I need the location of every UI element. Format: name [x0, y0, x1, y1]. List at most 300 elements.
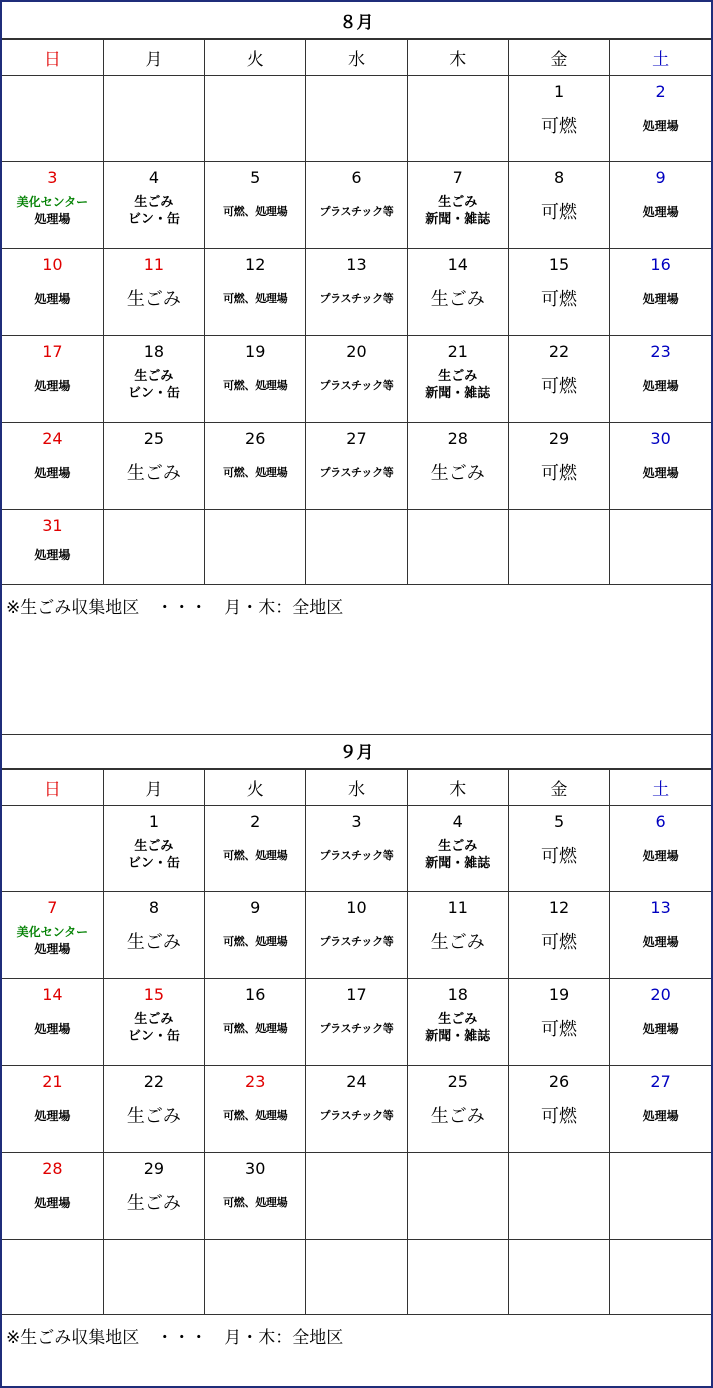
collection-label: [2, 447, 103, 497]
day-cell: [610, 892, 711, 979]
collection-type: 可燃、処理場: [223, 1022, 288, 1035]
collection-label: [509, 916, 609, 966]
day-number: 8: [553, 168, 565, 187]
day-number: 28: [447, 429, 468, 448]
day-cell: [2, 1153, 103, 1240]
day-number: 4: [452, 812, 463, 831]
collection-type: 可燃、処理場: [223, 1196, 288, 1209]
collection-label: [104, 1090, 204, 1140]
day-cell: [610, 806, 711, 892]
collection-label: [2, 916, 103, 966]
week-row: [2, 979, 711, 1066]
collection-type: プラスチック等: [319, 466, 394, 479]
collection-label: [509, 360, 609, 410]
collection-type: ビン・缶: [127, 212, 180, 227]
collection-type: 処理場: [642, 204, 679, 219]
collection-type: 処理場: [642, 118, 679, 133]
day-cell: [610, 423, 711, 510]
day-cell: [610, 336, 711, 423]
day-cell: [2, 336, 103, 423]
collection-type: 可燃、処理場: [223, 466, 288, 479]
day-number: 2: [250, 812, 261, 831]
week-row: [2, 892, 711, 979]
day-cell: [508, 162, 609, 249]
collection-type: 可燃: [541, 202, 578, 223]
day-cell: [407, 1066, 508, 1153]
day-cell: [306, 892, 407, 979]
day-number: 19: [245, 342, 266, 361]
day-number: 30: [650, 429, 671, 448]
day-cell: [205, 1153, 306, 1240]
collection-type: 可燃: [541, 116, 578, 137]
day-cell: [306, 162, 407, 249]
day-number: 13: [346, 255, 367, 274]
weekday-header: 月: [103, 40, 204, 76]
collection-type: 生ごみ: [126, 1106, 181, 1127]
collection-type: 新聞・雑誌: [425, 212, 491, 227]
weekday-header: 火: [205, 770, 306, 806]
collection-type: 生ごみ: [438, 1012, 478, 1027]
collection-type: 生ごみ: [430, 932, 485, 953]
day-cell: [508, 1240, 609, 1315]
collection-type: 処理場: [34, 547, 71, 562]
collection-label: [306, 916, 406, 966]
day-number: 27: [650, 1072, 671, 1091]
day-cell: [2, 510, 103, 585]
day-number: 25: [447, 1072, 468, 1091]
collection-type: 処理場: [642, 934, 679, 949]
collection-label: [610, 916, 711, 966]
collection-label: [205, 447, 305, 497]
day-cell: [205, 423, 306, 510]
week-row: [2, 162, 711, 249]
collection-type: 処理場: [34, 378, 71, 393]
collection-type: プラスチック等: [319, 292, 394, 305]
week-row: [2, 1153, 711, 1240]
collection-label: [509, 100, 609, 150]
weekday-header: 金: [508, 770, 609, 806]
collection-type: 生ごみ: [134, 839, 174, 854]
day-number: 14: [447, 255, 468, 274]
day-cell: [306, 249, 407, 336]
day-number: 29: [548, 429, 570, 448]
weekday-header: 水: [306, 770, 407, 806]
day-number: 18: [143, 342, 165, 361]
day-cell: [103, 510, 204, 585]
collection-type: 処理場: [34, 291, 71, 306]
day-number: 16: [245, 985, 266, 1004]
day-cell: [103, 1240, 204, 1315]
collection-type: ビン・缶: [127, 1029, 180, 1044]
day-cell: [508, 423, 609, 510]
collection-label: [610, 830, 711, 880]
day-number: 6: [351, 168, 362, 187]
collection-label: [306, 1090, 406, 1140]
day-cell: [205, 1240, 306, 1315]
collection-label: [2, 534, 103, 574]
collection-type: 生ごみ: [438, 839, 478, 854]
day-cell: [306, 1240, 407, 1315]
collection-type: 可燃、処理場: [223, 292, 288, 305]
collection-label: [2, 186, 103, 236]
day-cell: [2, 423, 103, 510]
collection-label: [2, 1090, 103, 1140]
collection-label: [408, 273, 508, 323]
day-cell: [407, 510, 508, 585]
day-cell: [205, 510, 306, 585]
day-cell: [306, 979, 407, 1066]
day-cell: [407, 979, 508, 1066]
day-number: 3: [351, 812, 362, 831]
day-number: 26: [548, 1072, 570, 1091]
collection-label: [205, 1177, 305, 1227]
collection-type: 可燃、処理場: [223, 935, 288, 948]
collection-type: 可燃、処理場: [223, 379, 288, 392]
collection-label: [408, 1003, 508, 1053]
day-cell: [2, 1066, 103, 1153]
collection-label: [610, 447, 711, 497]
collection-type: 生ごみ: [430, 1106, 485, 1127]
day-number: 17: [346, 985, 367, 1004]
day-cell: [508, 76, 609, 162]
day-number: 9: [655, 168, 666, 187]
collection-type: 処理場: [642, 848, 679, 863]
day-number: 23: [650, 342, 671, 361]
collection-label: [306, 360, 406, 410]
day-number: 18: [447, 985, 468, 1004]
collection-type: 処理場: [642, 465, 679, 480]
collection-label: [104, 830, 204, 880]
day-number: 27: [346, 429, 367, 448]
collection-type: 処理場: [642, 1021, 679, 1036]
day-cell: [610, 162, 711, 249]
day-cell: [306, 1066, 407, 1153]
collection-type: 可燃、処理場: [223, 849, 288, 862]
day-number: 22: [143, 1072, 165, 1091]
collection-label: [2, 360, 103, 410]
weekday-header: 木: [407, 40, 508, 76]
collection-label: [205, 1003, 305, 1053]
day-number: 17: [42, 342, 63, 361]
day-cell: [306, 336, 407, 423]
day-number: 3: [47, 168, 58, 187]
month-august: [2, 2, 711, 735]
collection-type: プラスチック等: [319, 1109, 394, 1122]
collection-label: [610, 273, 711, 323]
weekday-header: 火: [205, 40, 306, 76]
collection-label: [408, 830, 508, 880]
collection-type: 美化センター: [16, 195, 89, 209]
collection-label: [104, 186, 204, 236]
month-september: [2, 732, 711, 1387]
day-cell: [306, 1153, 407, 1240]
collection-type: 生ごみ: [134, 369, 174, 384]
day-cell: [508, 249, 609, 336]
day-number: 30: [245, 1159, 266, 1178]
day-cell: [2, 1240, 103, 1315]
day-cell: [103, 1066, 204, 1153]
collection-type: 可燃: [541, 846, 578, 867]
collection-label: [408, 447, 508, 497]
month-title: ８月: [2, 2, 711, 39]
calendar-grid: [2, 39, 711, 585]
collection-type: 生ごみ: [126, 932, 181, 953]
collection-label: [509, 1090, 609, 1140]
collection-type: 可燃: [541, 463, 578, 484]
collection-type: 可燃: [541, 932, 578, 953]
day-number: 16: [650, 255, 671, 274]
week-row: [2, 1240, 711, 1315]
collection-type: ビン・缶: [127, 386, 180, 401]
day-cell: [205, 162, 306, 249]
day-cell: [103, 162, 204, 249]
collection-label: [205, 1090, 305, 1140]
collection-type: 生ごみ: [126, 463, 181, 484]
collection-label: [610, 360, 711, 410]
month-title: ９月: [2, 732, 711, 769]
day-number: 10: [42, 255, 63, 274]
day-cell: [205, 892, 306, 979]
weekday-header: 日: [2, 40, 103, 76]
day-cell: [205, 336, 306, 423]
collection-label: [408, 1090, 508, 1140]
day-cell: [2, 249, 103, 336]
day-cell: [103, 979, 204, 1066]
day-cell: [508, 1066, 609, 1153]
collection-type: プラスチック等: [319, 379, 394, 392]
day-cell: [508, 806, 609, 892]
collection-type: 処理場: [34, 1195, 71, 1210]
day-cell: [407, 892, 508, 979]
day-cell: [205, 1066, 306, 1153]
day-number: 13: [650, 898, 671, 917]
collection-label: [306, 447, 406, 497]
day-cell: [306, 510, 407, 585]
collection-label: [2, 1177, 103, 1227]
collection-type: 生ごみ: [438, 369, 478, 384]
day-number: 5: [553, 812, 565, 831]
day-cell: [103, 1153, 204, 1240]
collection-note: ※生ごみ収集地区 ・・・ 月・木：全地区: [2, 585, 711, 735]
collection-label: [306, 186, 406, 236]
collection-label: [2, 1003, 103, 1053]
collection-type: 生ごみ: [126, 1193, 181, 1214]
weekday-header: 水: [306, 40, 407, 76]
day-number: 20: [346, 342, 367, 361]
collection-type: 生ごみ: [134, 1012, 174, 1027]
day-number: 7: [47, 898, 58, 917]
day-number: 5: [250, 168, 261, 187]
day-number: 12: [245, 255, 266, 274]
day-number: 21: [42, 1072, 63, 1091]
day-cell: [205, 76, 306, 162]
weekday-header: 月: [103, 770, 204, 806]
collection-type: 生ごみ: [126, 289, 181, 310]
weekday-header: 土: [610, 770, 711, 806]
collection-label: [205, 186, 305, 236]
day-cell: [610, 1153, 711, 1240]
week-row: [2, 1066, 711, 1153]
collection-type: プラスチック等: [319, 1022, 394, 1035]
day-number: 6: [655, 812, 666, 831]
day-number: 12: [548, 898, 570, 917]
collection-type: 生ごみ: [430, 289, 485, 310]
collection-label: [306, 273, 406, 323]
day-cell: [407, 806, 508, 892]
day-cell: [407, 162, 508, 249]
day-cell: [508, 336, 609, 423]
collection-label: [610, 1090, 711, 1140]
week-row: [2, 510, 711, 585]
collection-label: [610, 100, 711, 150]
collection-label: [610, 1003, 711, 1053]
collection-type: 新聞・雑誌: [425, 386, 491, 401]
day-cell: [205, 249, 306, 336]
calendar-grid: [2, 769, 711, 1315]
collection-type: 処理場: [34, 1108, 71, 1123]
day-cell: [610, 979, 711, 1066]
day-cell: [2, 806, 103, 892]
day-number: 29: [143, 1159, 165, 1178]
collection-type: 処理場: [34, 465, 71, 480]
day-cell: [306, 423, 407, 510]
day-cell: [2, 979, 103, 1066]
day-number: 31: [42, 516, 63, 535]
collection-label: [205, 916, 305, 966]
collection-type: 新聞・雑誌: [425, 1029, 491, 1044]
collection-type: 可燃、処理場: [223, 1109, 288, 1122]
collection-type: 処理場: [34, 1021, 71, 1036]
week-row: [2, 806, 711, 892]
day-number: 25: [143, 429, 165, 448]
day-number: 21: [447, 342, 468, 361]
collection-type: 処理場: [642, 378, 679, 393]
collection-label: [104, 1177, 204, 1227]
day-number: 15: [548, 255, 570, 274]
collection-type: 可燃、処理場: [223, 205, 288, 218]
day-cell: [103, 336, 204, 423]
day-cell: [306, 76, 407, 162]
collection-label: [509, 447, 609, 497]
day-cell: [508, 979, 609, 1066]
collection-type: 処理場: [34, 212, 71, 226]
collection-label: [205, 360, 305, 410]
day-number: 2: [655, 82, 666, 101]
collection-label: [104, 360, 204, 410]
day-cell: [407, 1240, 508, 1315]
day-cell: [610, 1066, 711, 1153]
day-number: 14: [42, 985, 63, 1004]
collection-label: [104, 916, 204, 966]
collection-type: 可燃: [541, 376, 578, 397]
week-row: [2, 249, 711, 336]
collection-label: [2, 273, 103, 323]
day-cell: [407, 1153, 508, 1240]
day-cell: [2, 892, 103, 979]
collection-label: [205, 273, 305, 323]
collection-label: [306, 830, 406, 880]
day-cell: [103, 249, 204, 336]
collection-type: 生ごみ: [430, 463, 485, 484]
weekday-header: 木: [407, 770, 508, 806]
day-cell: [103, 892, 204, 979]
collection-type: 可燃: [541, 1106, 578, 1127]
day-cell: [508, 892, 609, 979]
collection-label: [104, 273, 204, 323]
collection-type: 可燃: [541, 289, 578, 310]
day-number: 1: [553, 82, 565, 101]
day-number: 19: [548, 985, 570, 1004]
day-number: 22: [548, 342, 570, 361]
day-number: 4: [148, 168, 160, 187]
day-cell: [407, 336, 508, 423]
day-cell: [610, 1240, 711, 1315]
day-cell: [103, 423, 204, 510]
day-number: 15: [143, 985, 165, 1004]
collection-label: [306, 1003, 406, 1053]
collection-label: [408, 186, 508, 236]
day-number: 24: [346, 1072, 367, 1091]
day-cell: [610, 249, 711, 336]
day-number: 28: [42, 1159, 63, 1178]
collection-type: 処理場: [642, 291, 679, 306]
collection-note: ※生ごみ収集地区 ・・・ 月・木：全地区: [6, 1328, 344, 1348]
day-cell: [508, 1153, 609, 1240]
collection-label: [205, 830, 305, 880]
collection-label: [104, 447, 204, 497]
day-cell: [610, 76, 711, 162]
day-cell: [407, 423, 508, 510]
day-cell: [103, 806, 204, 892]
collection-label: [408, 360, 508, 410]
week-row: [2, 423, 711, 510]
day-number: 26: [245, 429, 266, 448]
week-row: [2, 336, 711, 423]
collection-label: [408, 916, 508, 966]
day-number: 11: [143, 255, 165, 274]
weekday-header: 土: [610, 40, 711, 76]
weekday-header-row: [2, 40, 711, 76]
collection-type: 美化センター: [16, 925, 89, 939]
collection-type: プラスチック等: [319, 205, 394, 218]
collection-label: [610, 186, 711, 236]
weekday-header-row: [2, 770, 711, 806]
day-cell: [205, 979, 306, 1066]
collection-label: [104, 1003, 204, 1053]
weekday-header: 日: [2, 770, 103, 806]
day-cell: [2, 76, 103, 162]
day-cell: [407, 76, 508, 162]
day-number: 11: [447, 898, 468, 917]
collection-type: ビン・缶: [127, 856, 180, 871]
collection-type: 生ごみ: [134, 195, 174, 210]
collection-label: [509, 186, 609, 236]
day-number: 9: [250, 898, 261, 917]
day-number: 24: [42, 429, 63, 448]
week-row: [2, 76, 711, 162]
collection-type: 生ごみ: [438, 195, 478, 210]
collection-label: [509, 273, 609, 323]
collection-type: 処理場: [642, 1108, 679, 1123]
day-number: 1: [148, 812, 160, 831]
weekday-header: 金: [508, 40, 609, 76]
collection-type: 可燃: [541, 1019, 578, 1040]
collection-label: [509, 830, 609, 880]
day-cell: [2, 162, 103, 249]
day-cell: [205, 806, 306, 892]
collection-type: プラスチック等: [319, 935, 394, 948]
day-cell: [508, 510, 609, 585]
